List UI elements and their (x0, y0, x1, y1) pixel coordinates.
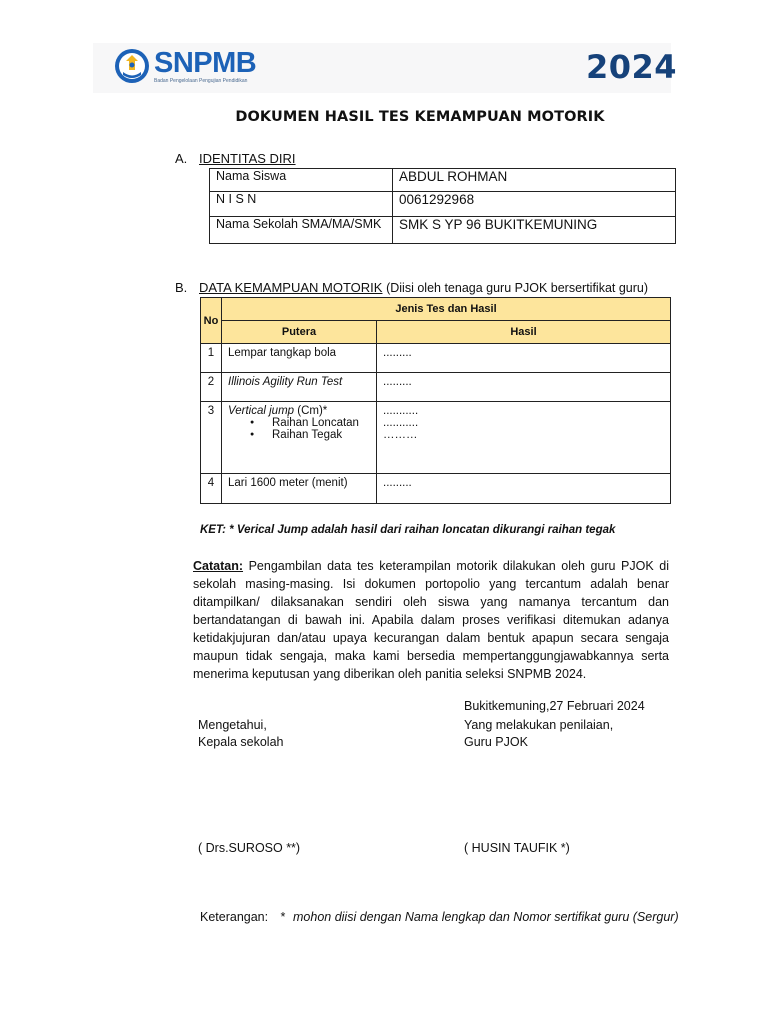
section-a-heading (175, 151, 296, 166)
row-no: 2 (201, 373, 222, 402)
row-hasil (377, 402, 671, 474)
row-no: 1 (201, 344, 222, 373)
section-b-label: DATA KEMAMPUAN MOTORIK (199, 280, 383, 295)
row-no: 4 (201, 474, 222, 504)
section-a-label: IDENTITAS DIRI (199, 151, 296, 166)
logo-wordmark: SNPMB (154, 47, 257, 79)
catatan-paragraph (193, 557, 669, 683)
table-row (201, 402, 671, 474)
sub-item: ● Raihan Loncatan (272, 417, 370, 429)
identity-table (209, 168, 676, 244)
principal-name: ( Drs.SUROSO **) (198, 841, 301, 855)
sub-hasil-value: ……… (383, 429, 418, 441)
header-putera: Putera (222, 321, 377, 344)
right-line1: Yang melakukan penilaian, (464, 718, 614, 732)
catatan-text: Pengambilan data tes keterampilan motorik dilakukan oleh guru PJOK di sekolah masing-masing. Isi dokumen portopolio yang tercantum adalah benar ditampilkan/ dilaksanakan sendiri oleh siswa yang namanya tercantum dan bertandatangan di bawah ini. Apabila dalam proses verifikasi ditemukan adanya ketidakjujuran dan/atau upaya kecurangan dalam bentuk apapun secara sengaja maupun tidak sengaja, maka kami bersedia mempertanggungjawabkannya serta menerima keputusan yang diberikan oleh panitia seleksi SNPMB 2024. (193, 559, 669, 681)
row-hasil: ......... (377, 474, 671, 504)
header-jenis: Jenis Tes dan Hasil (222, 298, 671, 321)
row-test: Lempar tangkap bola (222, 344, 377, 373)
table-row (201, 474, 671, 504)
header-hasil: Hasil (377, 321, 671, 344)
left-line1: Mengetahui, (198, 718, 267, 732)
row-test: Lari 1600 meter (menit) (222, 474, 377, 504)
footer-text: mohon diisi dengan Nama lengkap dan Nomor sertifikat guru (Sergur) (293, 910, 679, 924)
row-no: 3 (201, 402, 222, 474)
identity-label: N I S N (210, 192, 393, 217)
teacher-name: ( HUSIN TAUFIK *) (464, 841, 570, 855)
sub-hasil-value: ........... (383, 417, 419, 429)
section-a-number: A. (175, 151, 188, 166)
header-year: 2024 (586, 48, 678, 86)
identity-label: Nama Sekolah SMA/MA/SMK (210, 217, 393, 244)
row-hasil-value: ........... (383, 405, 419, 417)
row-test (222, 402, 377, 474)
section-b-number: B. (175, 280, 188, 295)
identity-row (210, 192, 676, 217)
row-hasil: ......... (377, 373, 671, 402)
row-test-suffix: (Cm)* (294, 405, 328, 417)
table-row (201, 344, 671, 373)
right-line2: Guru PJOK (464, 735, 528, 749)
row-test: Illinois Agility Run Test (222, 373, 377, 402)
snpmb-logo (114, 48, 256, 84)
table-row (201, 373, 671, 402)
section-b-heading (175, 280, 648, 295)
logo-subtitle: Badan Pengelolaan Pengujian Pendidikan (154, 78, 248, 84)
sub-list (228, 417, 370, 441)
place-date: Bukitkemuning,27 Februari 2024 (464, 699, 645, 713)
ket-note: KET: * Verical Jump adalah hasil dari raihan loncatan dikurangi raihan tegak (200, 524, 616, 536)
identity-value: ABDUL ROHMAN (393, 169, 676, 192)
row-hasil: ......... (377, 344, 671, 373)
sub-item: ● Raihan Tegak (272, 429, 370, 441)
identity-row (210, 217, 676, 244)
identity-value: SMK S YP 96 BUKITKEMUNING (393, 217, 676, 244)
row-test-name: Vertical jump (228, 405, 295, 417)
motor-test-table (200, 297, 671, 504)
header-no: No (201, 298, 222, 344)
footer-star: * (280, 910, 285, 924)
identity-label: Nama Siswa (210, 169, 393, 192)
identity-value: 0061292968 (393, 192, 676, 217)
tut-wuri-handayani-emblem-icon (114, 48, 150, 84)
document-title: DOKUMEN HASIL TES KEMAMPUAN MOTORIK (235, 109, 605, 125)
catatan-label: Catatan: (193, 559, 244, 573)
left-line2: Kepala sekolah (198, 735, 284, 749)
identity-row (210, 169, 676, 192)
section-b-note: (Diisi oleh tenaga guru PJOK bersertifikat guru) (386, 281, 649, 295)
footer-label: Keterangan: (200, 910, 269, 924)
